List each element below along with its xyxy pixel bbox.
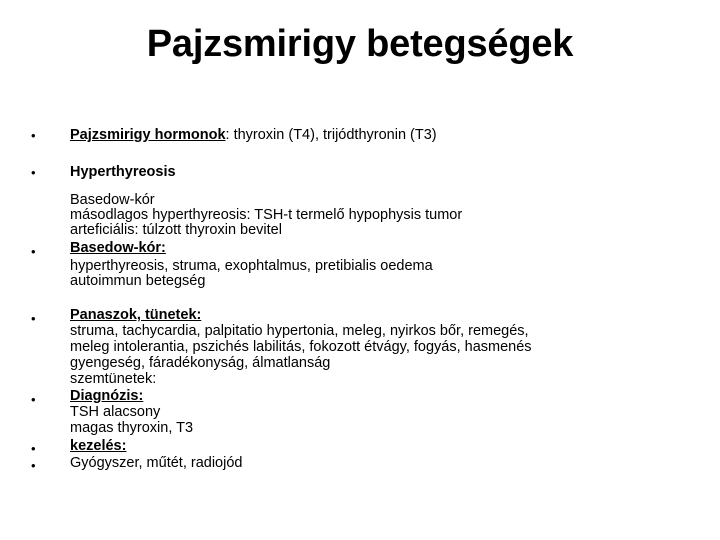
- basedow-line-autoimmune: autoimmun betegség: [70, 273, 206, 289]
- diagnosis-heading: Diagnózis:: [70, 388, 144, 404]
- treatment-heading: kezelés:: [70, 438, 127, 454]
- hormones-detail: : thyroxin (T4), trijódthyronin (T3): [225, 127, 437, 143]
- bullet-diagnosis: •: [31, 392, 36, 407]
- basedow-line-symptoms: hyperthyreosis, struma, exophtalmus, pretibialis oedema: [70, 258, 433, 274]
- complaints-line-4: szemtünetek:: [70, 371, 157, 387]
- slide-title: Pajzsmirigy betegségek: [146, 23, 574, 65]
- hyper-line-artificial: arteficiális: túlzott thyroxin bevitel: [70, 222, 282, 238]
- bullet-basedow: •: [31, 244, 36, 259]
- bullet-complaints: •: [31, 311, 36, 326]
- hyper-line-basedow: Basedow-kór: [70, 192, 155, 208]
- complaints-line-3: gyengeség, fáradékonyság, álmatlanság: [70, 355, 331, 371]
- hyper-line-secondary: másodlagos hyperthyreosis: TSH-t termelő hypophysis tumor: [70, 207, 463, 223]
- treatment-line: Gyógyszer, műtét, radiojód: [70, 455, 243, 471]
- basedow-heading: Basedow-kór:: [70, 240, 166, 256]
- hyperthyreosis-heading: Hyperthyreosis: [70, 164, 176, 180]
- complaints-heading: Panaszok, tünetek:: [70, 307, 202, 323]
- hormones-term: Pajzsmirigy hormonok: [70, 127, 226, 143]
- bullet-hormones: •: [31, 128, 36, 143]
- complaints-line-1: struma, tachycardia, palpitatio hypertonia, meleg, nyirkos bőr, remegés,: [70, 323, 529, 339]
- diagnosis-line-thyroxin: magas thyroxin, T3: [70, 420, 194, 436]
- complaints-line-2: meleg intolerantia, pszichés labilitás, fokozott étvágy, fogyás, hasmenés: [70, 339, 532, 355]
- diagnosis-line-tsh: TSH alacsony: [70, 404, 161, 420]
- bullet-treatment-heading: •: [31, 441, 36, 456]
- bullet-hyperthyreosis: •: [31, 165, 36, 180]
- hormones-line: [70, 127, 437, 143]
- bullet-treatment: •: [31, 458, 36, 473]
